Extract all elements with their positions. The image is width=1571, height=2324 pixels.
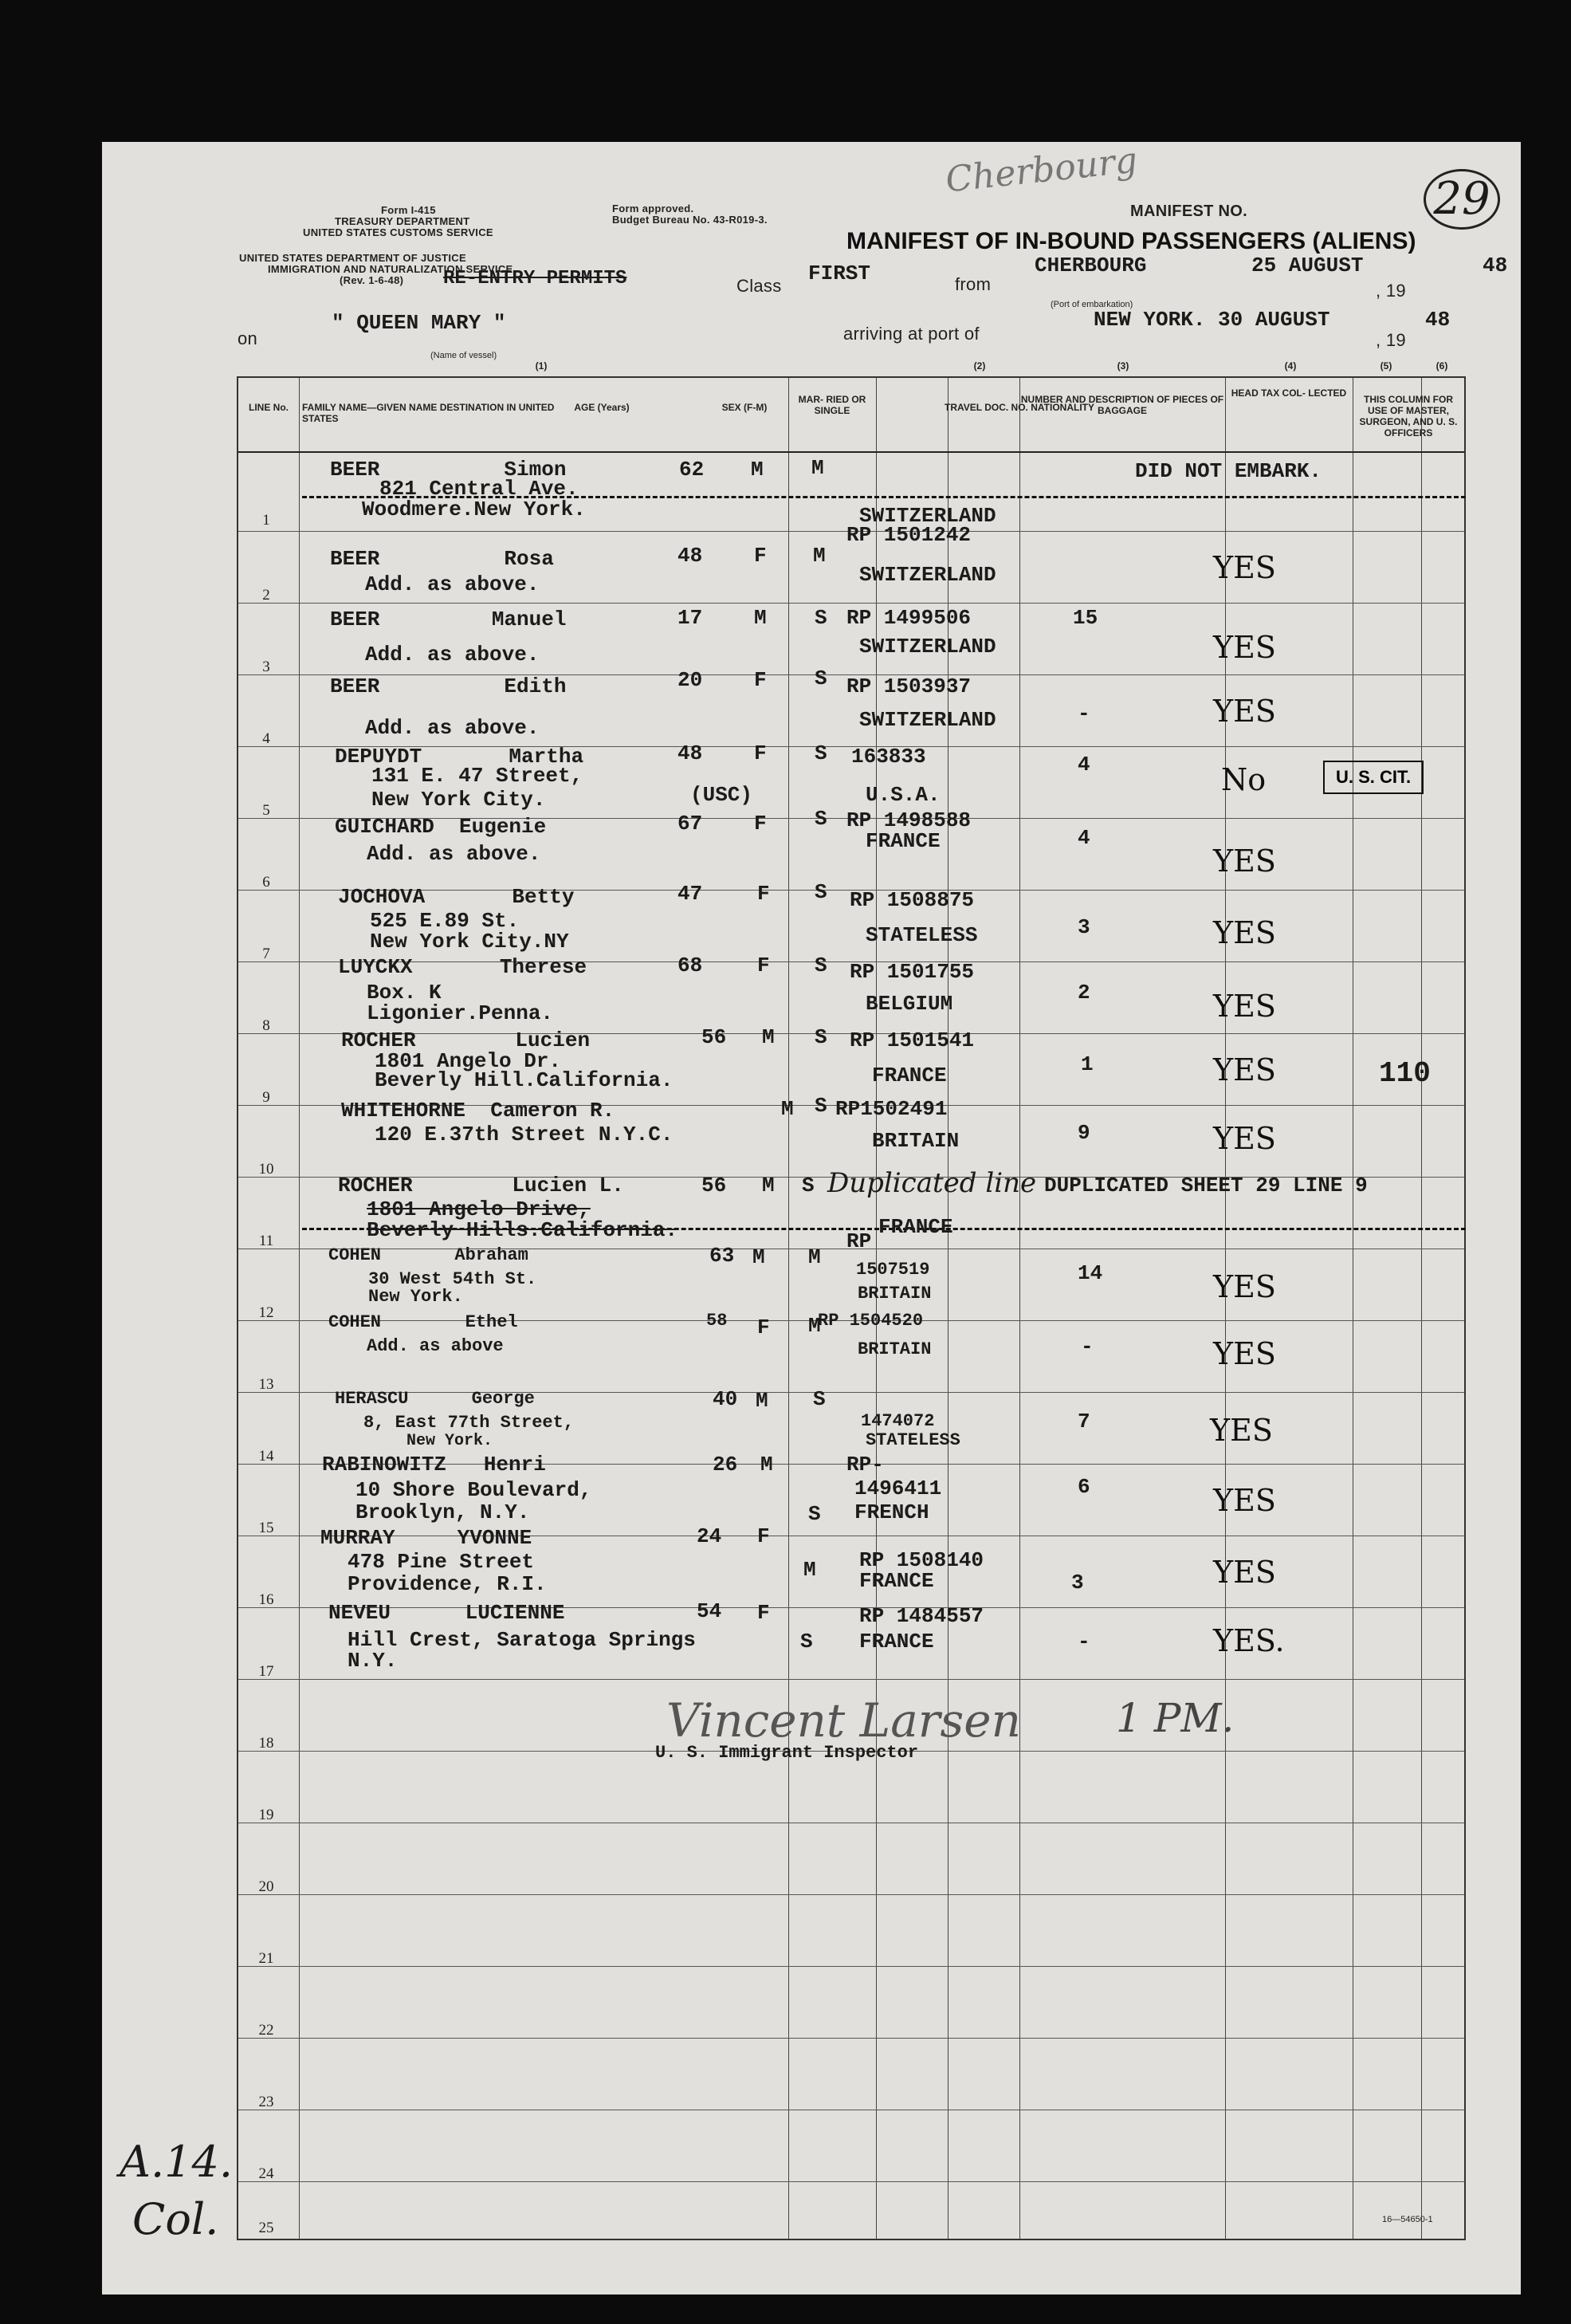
col-header-headtax: HEAD TAX COL- LECTED [1231,387,1347,399]
line-number: 3 [262,659,270,675]
passenger-age: 47 [677,882,703,906]
passenger-nationality: SWITZERLAND [859,708,996,732]
passenger-note: DID NOT EMBARK. [1135,459,1322,483]
passenger-address: New York. [368,1287,463,1307]
travel-doc: RP 1508875 [850,888,975,912]
passenger-sex: F [754,544,767,568]
passenger-nationality: U.S.A. [866,783,941,807]
line-number: 2 [262,587,270,604]
passenger-marital: M [808,1245,821,1269]
col-header-name: FAMILY NAME—GIVEN NAME DESTINATION IN UNITED STATES [302,402,555,424]
treasury-department: TREASURY DEPARTMENT [335,215,470,227]
embark-port: CHERBOURG [1035,254,1147,277]
passenger-marital: S [815,1025,827,1049]
passenger-nationality: BRITAIN [858,1339,932,1359]
passenger-name: GUICHARD Eugenie [335,815,547,839]
arrival-year-prefix: , 19 [1376,330,1406,350]
passenger-marital: S [815,741,827,765]
passenger-age: 67 [677,812,703,836]
passenger-sex: M [760,1453,773,1477]
travel-doc: 1474072 [861,1411,935,1431]
passenger-name: BEER Simon [330,458,567,482]
head-tax: YES [1213,1269,1276,1304]
baggage-count: - [1078,1630,1090,1654]
department-of-justice: UNITED STATES DEPARTMENT OF JUSTICE [239,252,466,264]
col-header-age: AGE (Years) [574,402,630,413]
baggage-count: 2 [1078,981,1090,1005]
embark-date: 25 AUGUST [1251,254,1364,277]
passenger-address: Beverly Hills.California. [367,1218,678,1242]
line-number: 13 [258,1376,274,1393]
travel-doc: RP 1499506 [846,606,972,630]
passenger-name: JOCHOVA Betty [338,885,575,909]
passenger-age: 62 [679,458,705,482]
col-num-5: (5) [1380,360,1392,372]
passenger-marital: S [815,1094,827,1118]
arrival-year: 48 [1425,308,1451,332]
passenger-nationality: SWITZERLAND [859,635,996,659]
line-number: 11 [258,1233,274,1249]
col-header-travel: TRAVEL DOC. NO. NATIONALITY [945,402,1094,413]
travel-doc: RP1502491 [835,1097,948,1121]
passenger-sex: F [757,882,770,906]
baggage-count: - [1078,702,1090,726]
col-num-1: (1) [535,360,548,372]
passenger-address: Brooklyn, N.Y. [355,1500,530,1524]
us-citizen-stamp: U. S. CIT. [1323,761,1424,794]
travel-doc: 163833 [851,745,926,769]
passenger-address: Ligonier.Penna. [367,1001,554,1025]
arriving-label: arriving at port of [843,324,980,344]
inspector-signature: Vincent Larsen [666,1693,1021,1748]
passenger-age: 54 [697,1599,722,1623]
baggage-count: 3 [1071,1571,1084,1595]
line-number: 19 [258,1807,274,1823]
passenger-marital: M [808,1314,821,1338]
form-approved: Form approved. [612,203,694,214]
line-number: 5 [262,802,270,819]
passenger-address: 30 West 54th St. [368,1269,537,1289]
passenger-nationality: FRANCE [859,1630,934,1654]
passenger-age: 26 [713,1453,738,1477]
margin-note-col: Col. [132,2194,219,2244]
passenger-name: MURRAY YVONNE [320,1526,532,1550]
travel-doc: RP 1508140 [859,1548,984,1572]
port-embarkation-label: (Port of embarkation) [1051,300,1133,309]
passenger-age: 58 [706,1311,728,1331]
head-tax: YES. [1213,1623,1285,1658]
passenger-marital: S [815,807,827,831]
passenger-name: ROCHER Lucien L. [338,1174,624,1197]
passenger-nationality: FRANCE [872,1064,947,1087]
passenger-age: 48 [677,741,703,765]
travel-doc: RP- [846,1453,884,1477]
baggage-count: 9 [1078,1121,1090,1145]
passenger-name: HERASCU George [335,1389,535,1409]
baggage-count: 3 [1078,915,1090,939]
year-prefix: , 19 [1376,281,1406,301]
ins-label: IMMIGRATION AND NATURALIZATION SERVICE [268,263,513,275]
line-number: 18 [258,1735,274,1752]
passenger-name: DEPUYDT Martha [335,745,584,769]
baggage-count: 15 [1073,606,1098,630]
passenger-sex: F [757,954,770,977]
passenger-sex: F [757,1524,770,1548]
head-tax: YES [1213,843,1276,879]
passenger-marital: S [815,667,827,690]
head-tax: YES [1213,694,1276,729]
duplicated-handnote: Duplicated line [827,1167,1037,1199]
baggage-count: 4 [1078,826,1090,850]
passenger-age: 68 [677,954,703,977]
line-number: 16 [258,1591,274,1608]
passenger-age: 17 [677,606,703,630]
inspector-label: U. S. Immigrant Inspector [655,1743,919,1763]
passenger-age: 63 [709,1244,735,1268]
passenger-age: 20 [677,668,703,692]
passenger-sex: M [754,606,767,630]
passenger-address: 1801 Angelo Dr. [375,1049,562,1073]
passenger-marital: M [813,544,826,568]
passenger-sex: F [757,1601,770,1625]
travel-doc: 1507519 [856,1260,930,1280]
line-number: 25 [258,2220,274,2236]
form-number: Form I-415 [381,204,436,216]
baggage-count: 7 [1078,1410,1090,1433]
officer-note: 110 [1379,1057,1431,1090]
passenger-name: RABINOWITZ Henri [322,1453,546,1477]
passenger-name: WHITEHORNE Cameron R. [341,1099,615,1123]
line-number: 23 [258,2094,274,2110]
passenger-address: Add. as above. [365,572,540,596]
head-tax: YES [1213,989,1276,1024]
passenger-age: 40 [713,1387,738,1411]
passenger-name: COHEN Abraham [328,1245,528,1265]
passenger-marital: S [808,1502,821,1526]
passenger-address: 821 Central Ave. [379,477,579,501]
baggage-count: - [1081,1335,1094,1359]
baggage-count: 1 [1081,1052,1094,1076]
passenger-marital: M [811,456,824,480]
travel-doc: RP 1498588 [846,808,972,832]
col-num-2: (2) [973,360,986,372]
col-num-3: (3) [1117,360,1129,372]
line-number: 12 [258,1304,274,1321]
vessel-label: (Name of vessel) [430,351,497,360]
travel-doc: RP 1501755 [850,960,975,984]
col-num-4: (4) [1284,360,1297,372]
passenger-name: BEER Edith [330,674,567,698]
passenger-marital: S [813,1387,826,1411]
line-number: 9 [262,1089,270,1106]
passenger-sex: M [762,1174,775,1197]
head-tax: YES [1213,1555,1276,1590]
line-number: 20 [258,1878,274,1895]
passenger-marital: S [800,1630,813,1654]
passenger-name: NEVEU LUCIENNE [328,1601,565,1625]
passenger-address: Add. as above. [365,716,540,740]
from-label: from [955,274,992,294]
passenger-address: 131 E. 47 Street, [371,764,583,788]
passenger-name: LUYCKX Therese [338,955,587,979]
customs-service: UNITED STATES CUSTOMS SERVICE [303,226,493,238]
travel-doc: RP 1501242 [846,523,972,547]
head-tax: YES [1213,1336,1276,1371]
col-num-6: (6) [1436,360,1448,372]
duplicated-note: DUPLICATED SHEET 29 LINE 9 [1044,1174,1368,1197]
passenger-name: BEER Manuel [330,608,567,631]
passenger-nationality: BRITAIN [858,1284,932,1304]
col-header-officers: THIS COLUMN FOR USE OF MASTER, SURGEON, AND U. S. OFFICERS [1359,394,1458,438]
travel-doc: RP 1504520 [818,1311,924,1331]
passenger-marital: S [815,606,827,630]
passenger-name: COHEN Ethel [328,1312,518,1332]
passenger-sex: M [752,1245,765,1269]
passenger-marital: M [803,1558,816,1582]
baggage-count: 4 [1078,753,1090,777]
line-number: 1 [262,512,270,529]
line-number: 22 [258,2022,274,2039]
passenger-age: 56 [701,1025,727,1049]
passenger-sex: F [754,668,767,692]
passenger-nationality: SWITZERLAND [859,504,996,528]
line-number: 4 [262,730,270,747]
passenger-sex: M [756,1389,768,1413]
passenger-address: N.Y. [348,1649,398,1673]
line-number: 24 [258,2165,274,2182]
passenger-address: Providence, R.I. [348,1572,547,1596]
travel-doc: RP 1484557 [859,1604,984,1628]
travel-doc-number: 1496411 [854,1477,942,1500]
vessel-name: " QUEEN MARY " [332,311,506,335]
passenger-address: New York City.NY [370,930,569,954]
passenger-nationality: STATELESS [866,1430,960,1450]
passenger-address: 8, East 77th Street, [363,1413,575,1433]
revision-label: (Rev. 1-6-48) [340,274,404,286]
class-value: FIRST [808,261,871,285]
passenger-nationality: STATELESS [866,923,978,947]
margin-note-a14: A.14. [120,2137,234,2187]
passenger-sex: M [762,1025,775,1049]
manifest-no-label: MANIFEST NO. [1130,203,1247,220]
sheet-number-circle: 29 [1424,169,1500,230]
passenger-address: Add. as above. [367,842,541,866]
travel-doc: RP 1503937 [846,674,972,698]
head-tax: YES [1210,1413,1273,1448]
passenger-sex: F [754,812,767,836]
head-tax: YES [1213,630,1276,665]
passenger-address: Add. as above [367,1336,504,1356]
passenger-address: Add. as above. [365,643,540,667]
passenger-address: Woodmere.New York. [362,497,586,521]
passenger-nationality: BELGIUM [866,992,953,1016]
passenger-address: New York. [406,1432,493,1450]
travel-doc: RP [846,1229,872,1253]
passenger-sex: M [781,1097,794,1121]
line-number: 21 [258,1950,274,1967]
passenger-marital: S [802,1174,815,1197]
head-tax: YES [1213,550,1276,585]
passenger-nationality: FRANCE [878,1215,953,1239]
embark-year: 48 [1483,254,1508,277]
passenger-address: Hill Crest, Saratoga Springs [348,1628,696,1652]
head-tax: YES [1213,1121,1276,1156]
passenger-age: 56 [701,1174,727,1197]
inspection-time: 1 PM. [1116,1695,1235,1741]
line-number: 10 [258,1161,274,1178]
passenger-nationality: FRENCH [854,1500,929,1524]
baggage-count: 14 [1078,1261,1103,1285]
passenger-address: Beverly Hill.California. [375,1068,674,1092]
passenger-address: 525 E.89 St. [370,909,520,933]
line-number: 14 [258,1448,274,1465]
passenger-nationality: FRANCE [859,1569,934,1593]
passenger-marital: S [815,954,827,977]
passenger-address: 478 Pine Street [348,1550,535,1574]
class-label: Class [736,276,782,296]
arrival-port: NEW YORK. 30 AUGUST [1094,308,1330,332]
passenger-name: BEER Rosa [330,547,554,571]
line-number: 15 [258,1520,274,1536]
baggage-count: 6 [1078,1475,1090,1499]
head-tax: YES [1213,915,1276,950]
manifest-title: MANIFEST OF IN-BOUND PASSENGERS (ALIENS) [846,228,1416,254]
passenger-nationality: SWITZERLAND [859,563,996,587]
passenger-age: 48 [677,544,703,568]
passenger-nationality: FRANCE [866,829,941,853]
passenger-address: 120 E.37th Street N.Y.C. [375,1123,674,1146]
line-number: 7 [262,946,270,962]
passenger-address: Box. K [367,981,442,1005]
col-header-sex: SEX (F-M) [721,402,768,413]
handwritten-port: Cherbourg [943,140,1140,201]
col-header-married: MAR- RIED OR SINGLE [798,394,866,416]
passenger-name: ROCHER Lucien [341,1028,591,1052]
budget-bureau: Budget Bureau No. 43-R019-3. [612,214,768,226]
col-header-baggage: NUMBER AND DESCRIPTION OF PIECES OF BAGGAGE [1020,394,1224,416]
passenger-address: New York City. [371,788,546,812]
passenger-nationality: BRITAIN [872,1129,960,1153]
on-label: on [238,328,258,348]
passenger-sex: F [754,741,767,765]
line-number: 8 [262,1017,270,1034]
head-tax: YES [1213,1483,1276,1518]
form-code: 16—54650-1 [1382,2215,1433,2224]
line-number: 17 [258,1663,274,1680]
passenger-address: 1801 Angelo Drive, [367,1197,591,1221]
us-citizen-mark: (USC) [690,783,753,807]
head-tax: YES [1213,1052,1276,1087]
passenger-sex: M [751,458,764,482]
reentry-permits: RE-ENTRY PERMITS [443,268,627,289]
passenger-marital: S [815,880,827,904]
passenger-sex: F [757,1315,770,1339]
passenger-address: 10 Shore Boulevard, [355,1478,592,1502]
head-tax: No [1221,762,1267,797]
passenger-age: 24 [697,1524,722,1548]
col-header-line: LINE No. [249,402,289,413]
line-number: 6 [262,874,270,891]
travel-doc: RP 1501541 [850,1028,975,1052]
